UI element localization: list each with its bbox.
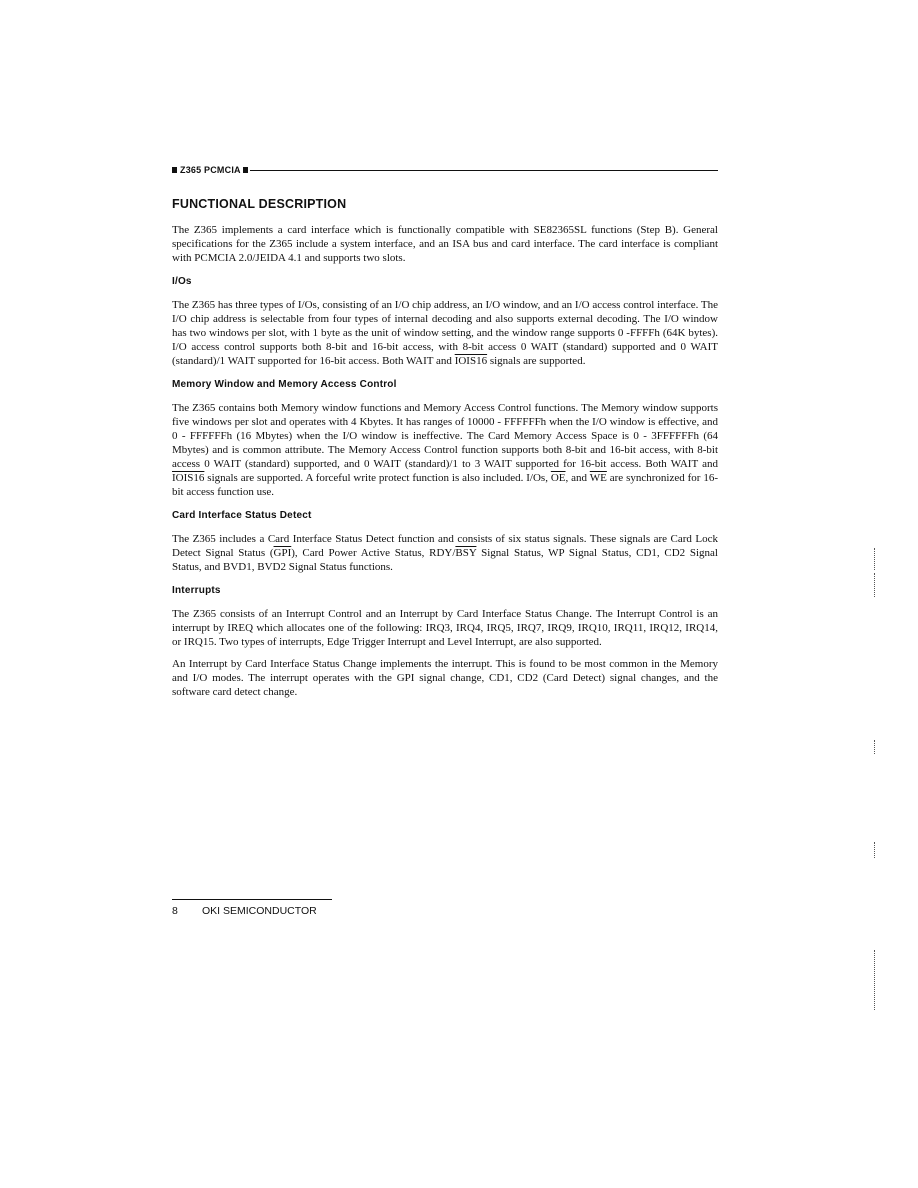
cisd-text: The Z365 includes a Card Interface Status Detect function and consists of six status signals. These signals are Card Lock Detect Signal Status ( <box>172 533 718 559</box>
page-number: 8 <box>172 905 178 917</box>
running-header <box>172 163 718 177</box>
ios-text-end: signals are supported. <box>487 355 586 367</box>
header-rule <box>250 170 718 171</box>
cisd-text-2: ), Card Power Active Status, RDY/ <box>291 547 456 559</box>
scan-margin-mark <box>874 573 875 597</box>
cisd-text-end: Signal Status, WP Signal Status, CD1, CD2 Signal Status, and BVD1, BVD2 Signal Status functions. <box>172 547 718 573</box>
page-footer <box>172 905 317 917</box>
header-label: Z365 PCMCIA <box>180 165 241 175</box>
signal-bsy: $\overline{BSY}$ <box>455 547 477 559</box>
scan-margin-mark <box>874 548 875 570</box>
header-bullet-icon <box>172 167 177 173</box>
footer-rule <box>172 899 332 900</box>
section-heading-cisd: Card Interface Status Detect <box>172 510 312 521</box>
memory-text-2: signals are supported. A forceful write protect function is also included. I/Os, <box>204 472 551 484</box>
scan-margin-mark <box>874 740 875 754</box>
page-title: FUNCTIONAL DESCRIPTION <box>172 197 347 211</box>
cisd-paragraph <box>172 532 718 574</box>
signal-iois16: IOIS16 <box>454 355 488 367</box>
intro-paragraph: The Z365 implements a card interface which is functionally compatible with SE82365SL functions (Step B). General specifications for the Z365 include a system interface, and an ISA bus and card interface. The card interface is compliant with PCMCIA 2.0/JEIDA 4.1 and supports two slots. <box>172 224 718 264</box>
interrupts-paragraph-2: An Interrupt by Card Interface Status Change implements the interrupt. This is found to be most common in the Memory and I/O modes. The interrupt operates with the GPI signal change, CD1, CD2 (Card Detect) signal changes, and the software card detect change. <box>172 658 718 698</box>
memory-paragraph <box>172 401 718 499</box>
memory-text-end: are synchronized for 16-bit access function use. <box>172 472 718 498</box>
section-heading-memory: Memory Window and Memory Access Control <box>172 379 397 390</box>
ios-text: The Z365 has three types of I/Os, consisting of an I/O chip address, an I/O window, and an I/O access control interface. The I/O chip address is selectable from four types of internal decoding and also supports external decoding. The I/O window has two windows per slot, with 1 byte as the unit of window setting, and the window range supports 0 -FFFFh (64K bytes). I/O access control supports both 8-bit and 16-bit access, with 8-bit access 0 WAIT (standard) supported and 0 WAIT (standard)/1 WAIT supported for 16-bit access. Both WAIT and <box>172 299 718 367</box>
header-bullet-icon <box>243 167 248 173</box>
publisher-name: OKI SEMICONDUCTOR <box>202 905 317 917</box>
scan-margin-mark <box>874 842 875 858</box>
memory-text-3: , and <box>565 472 590 484</box>
main-content <box>172 197 718 707</box>
signal-iois16: IOIS16 <box>172 472 205 484</box>
section-heading-interrupts: Interrupts <box>172 585 221 596</box>
signal-gpi: $\overline{GPI}$ <box>273 547 292 559</box>
section-heading-ios: I/Os <box>172 276 192 287</box>
signal-we: $\overline{WE}$ <box>589 472 607 484</box>
scan-margin-mark <box>874 950 875 1010</box>
memory-text: The Z365 contains both Memory window functions and Memory Access Control functions. The Memory window supports five windows per slot and operates with 4 Kbytes. It has ranges of 10000 - FFFFFFh when the I/O window is effective, and 0 - FFFFFFh (16 Mbytes) when the I/O window is ineffective. The Card Memory Access Space is 0 - 3FFFFFFh (64 Mbytes) and is common attribute. The Memory Access Control function supports both 8-bit and 16-bit access, with 8-bit access 0 WAIT (standard) supported, and 0 WAIT (standard)/1 to 3 WAIT supported for 16-bit access. Both WAIT and <box>172 402 718 470</box>
signal-oe: $\overline{OE}$ <box>550 472 566 484</box>
ios-paragraph <box>172 298 718 368</box>
interrupts-paragraph-1: The Z365 consists of an Interrupt Control and an Interrupt by Card Interface Status Change. The Interrupt Control is an interrupt by IREQ which allocates one of the following: IRQ3, IRQ4, IRQ5, IRQ7, IRQ9, IRQ10, IRQ11, IRQ12, IRQ14, or IRQ15. Two types of interrupts, Edge Trigger Interrupt and Level Interrupt, are also supported. <box>172 608 718 648</box>
